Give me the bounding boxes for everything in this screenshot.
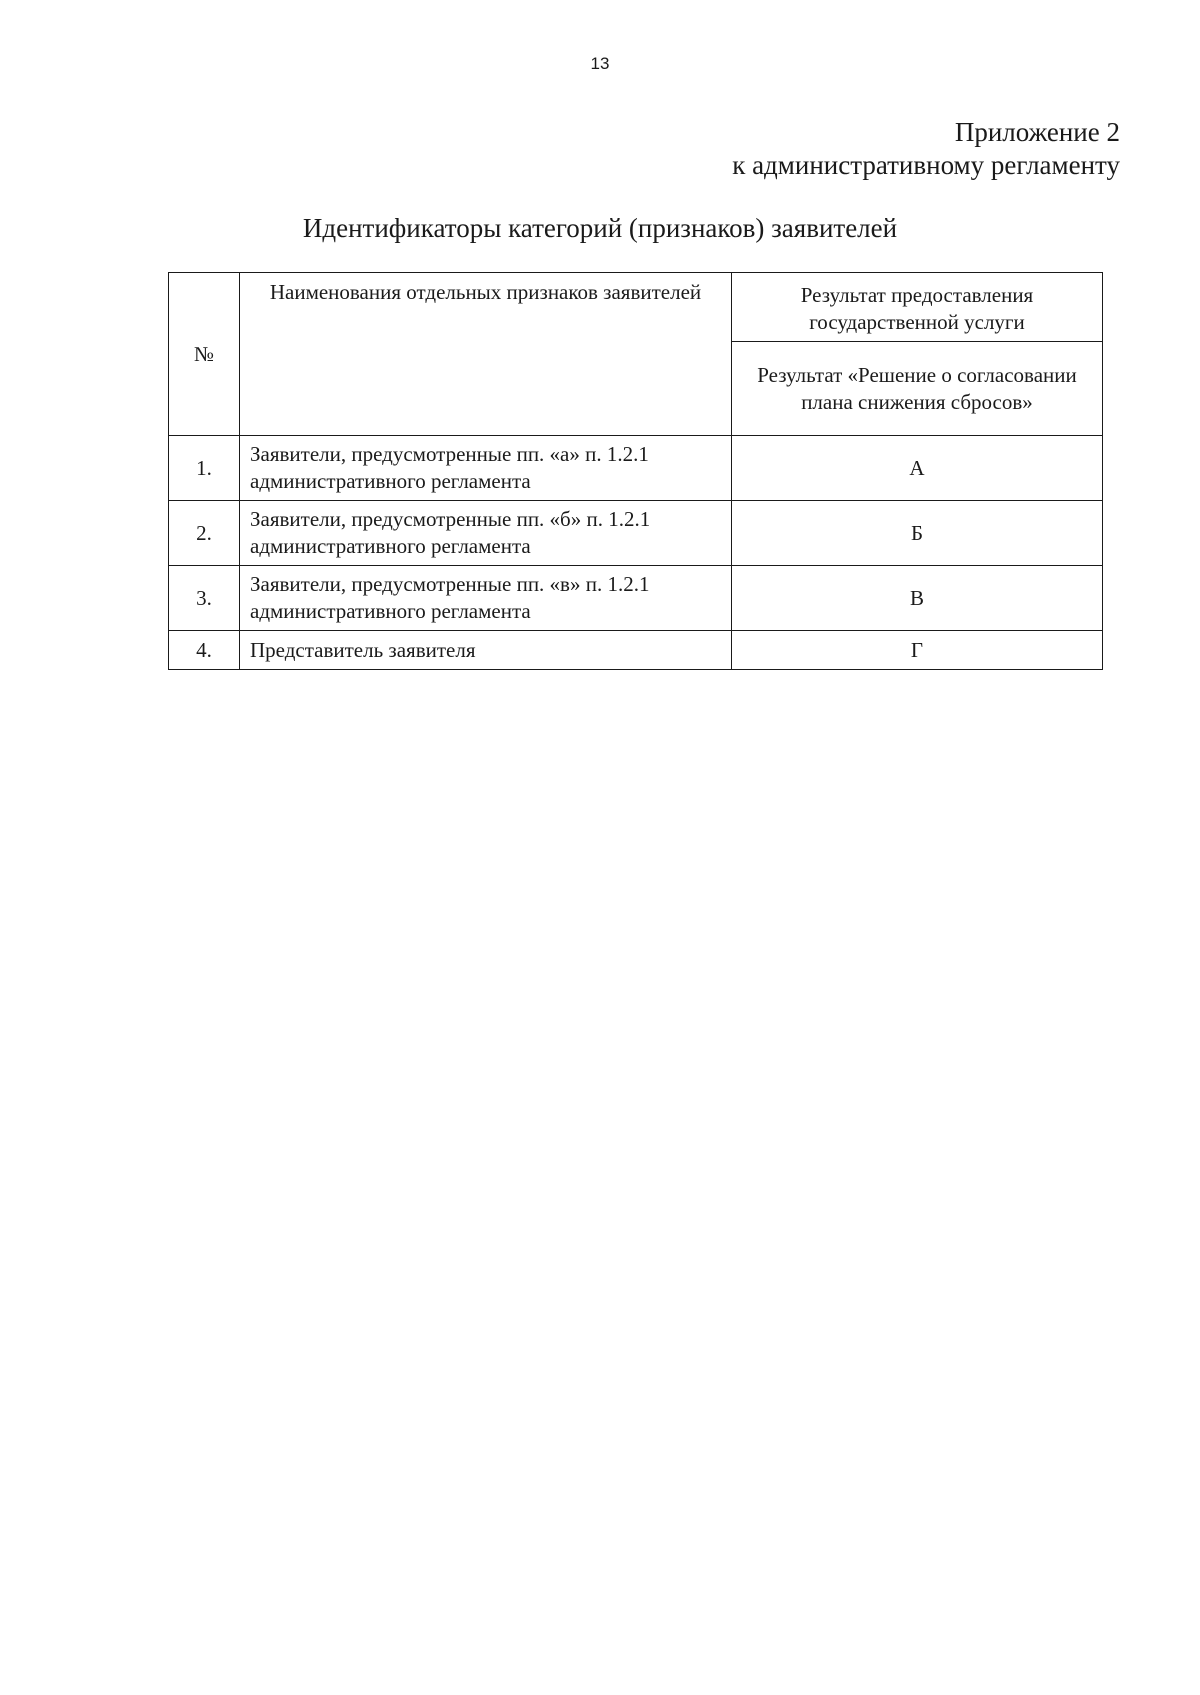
row-result: В	[732, 566, 1103, 631]
applicant-identifiers-table	[168, 272, 1103, 670]
page-number: 13	[590, 54, 610, 73]
row-result: А	[732, 436, 1103, 501]
table-row	[169, 566, 1103, 631]
header-name: Наименования отдельных признаков заявителей	[240, 273, 732, 436]
table-row	[169, 631, 1103, 670]
row-num: 1.	[169, 436, 240, 501]
table-row	[169, 501, 1103, 566]
table-header-row	[169, 273, 1103, 342]
row-name: Заявители, предусмотренные пп. «б» п. 1.2.1 административного регламента	[240, 501, 732, 566]
appendix-heading	[732, 116, 1120, 182]
row-result: Б	[732, 501, 1103, 566]
row-name: Заявители, предусмотренные пп. «в» п. 1.2.1 административного регламента	[240, 566, 732, 631]
appendix-line-1: Приложение 2	[954, 117, 1120, 147]
appendix-line-2: к административному регламенту	[732, 150, 1120, 180]
header-num: №	[169, 273, 240, 436]
row-num: 3.	[169, 566, 240, 631]
row-name: Заявители, предусмотренные пп. «а» п. 1.2.1 административного регламента	[240, 436, 732, 501]
table-row	[169, 436, 1103, 501]
row-name: Представитель заявителя	[240, 631, 732, 670]
header-result-sub: Результат «Решение о согласовании плана снижения сбросов»	[732, 342, 1103, 436]
row-num: 4.	[169, 631, 240, 670]
row-num: 2.	[169, 501, 240, 566]
document-title: Идентификаторы категорий (признаков) заявителей	[302, 213, 898, 243]
row-result: Г	[732, 631, 1103, 670]
header-result-group: Результат предоставления государственной услуги	[732, 273, 1103, 342]
